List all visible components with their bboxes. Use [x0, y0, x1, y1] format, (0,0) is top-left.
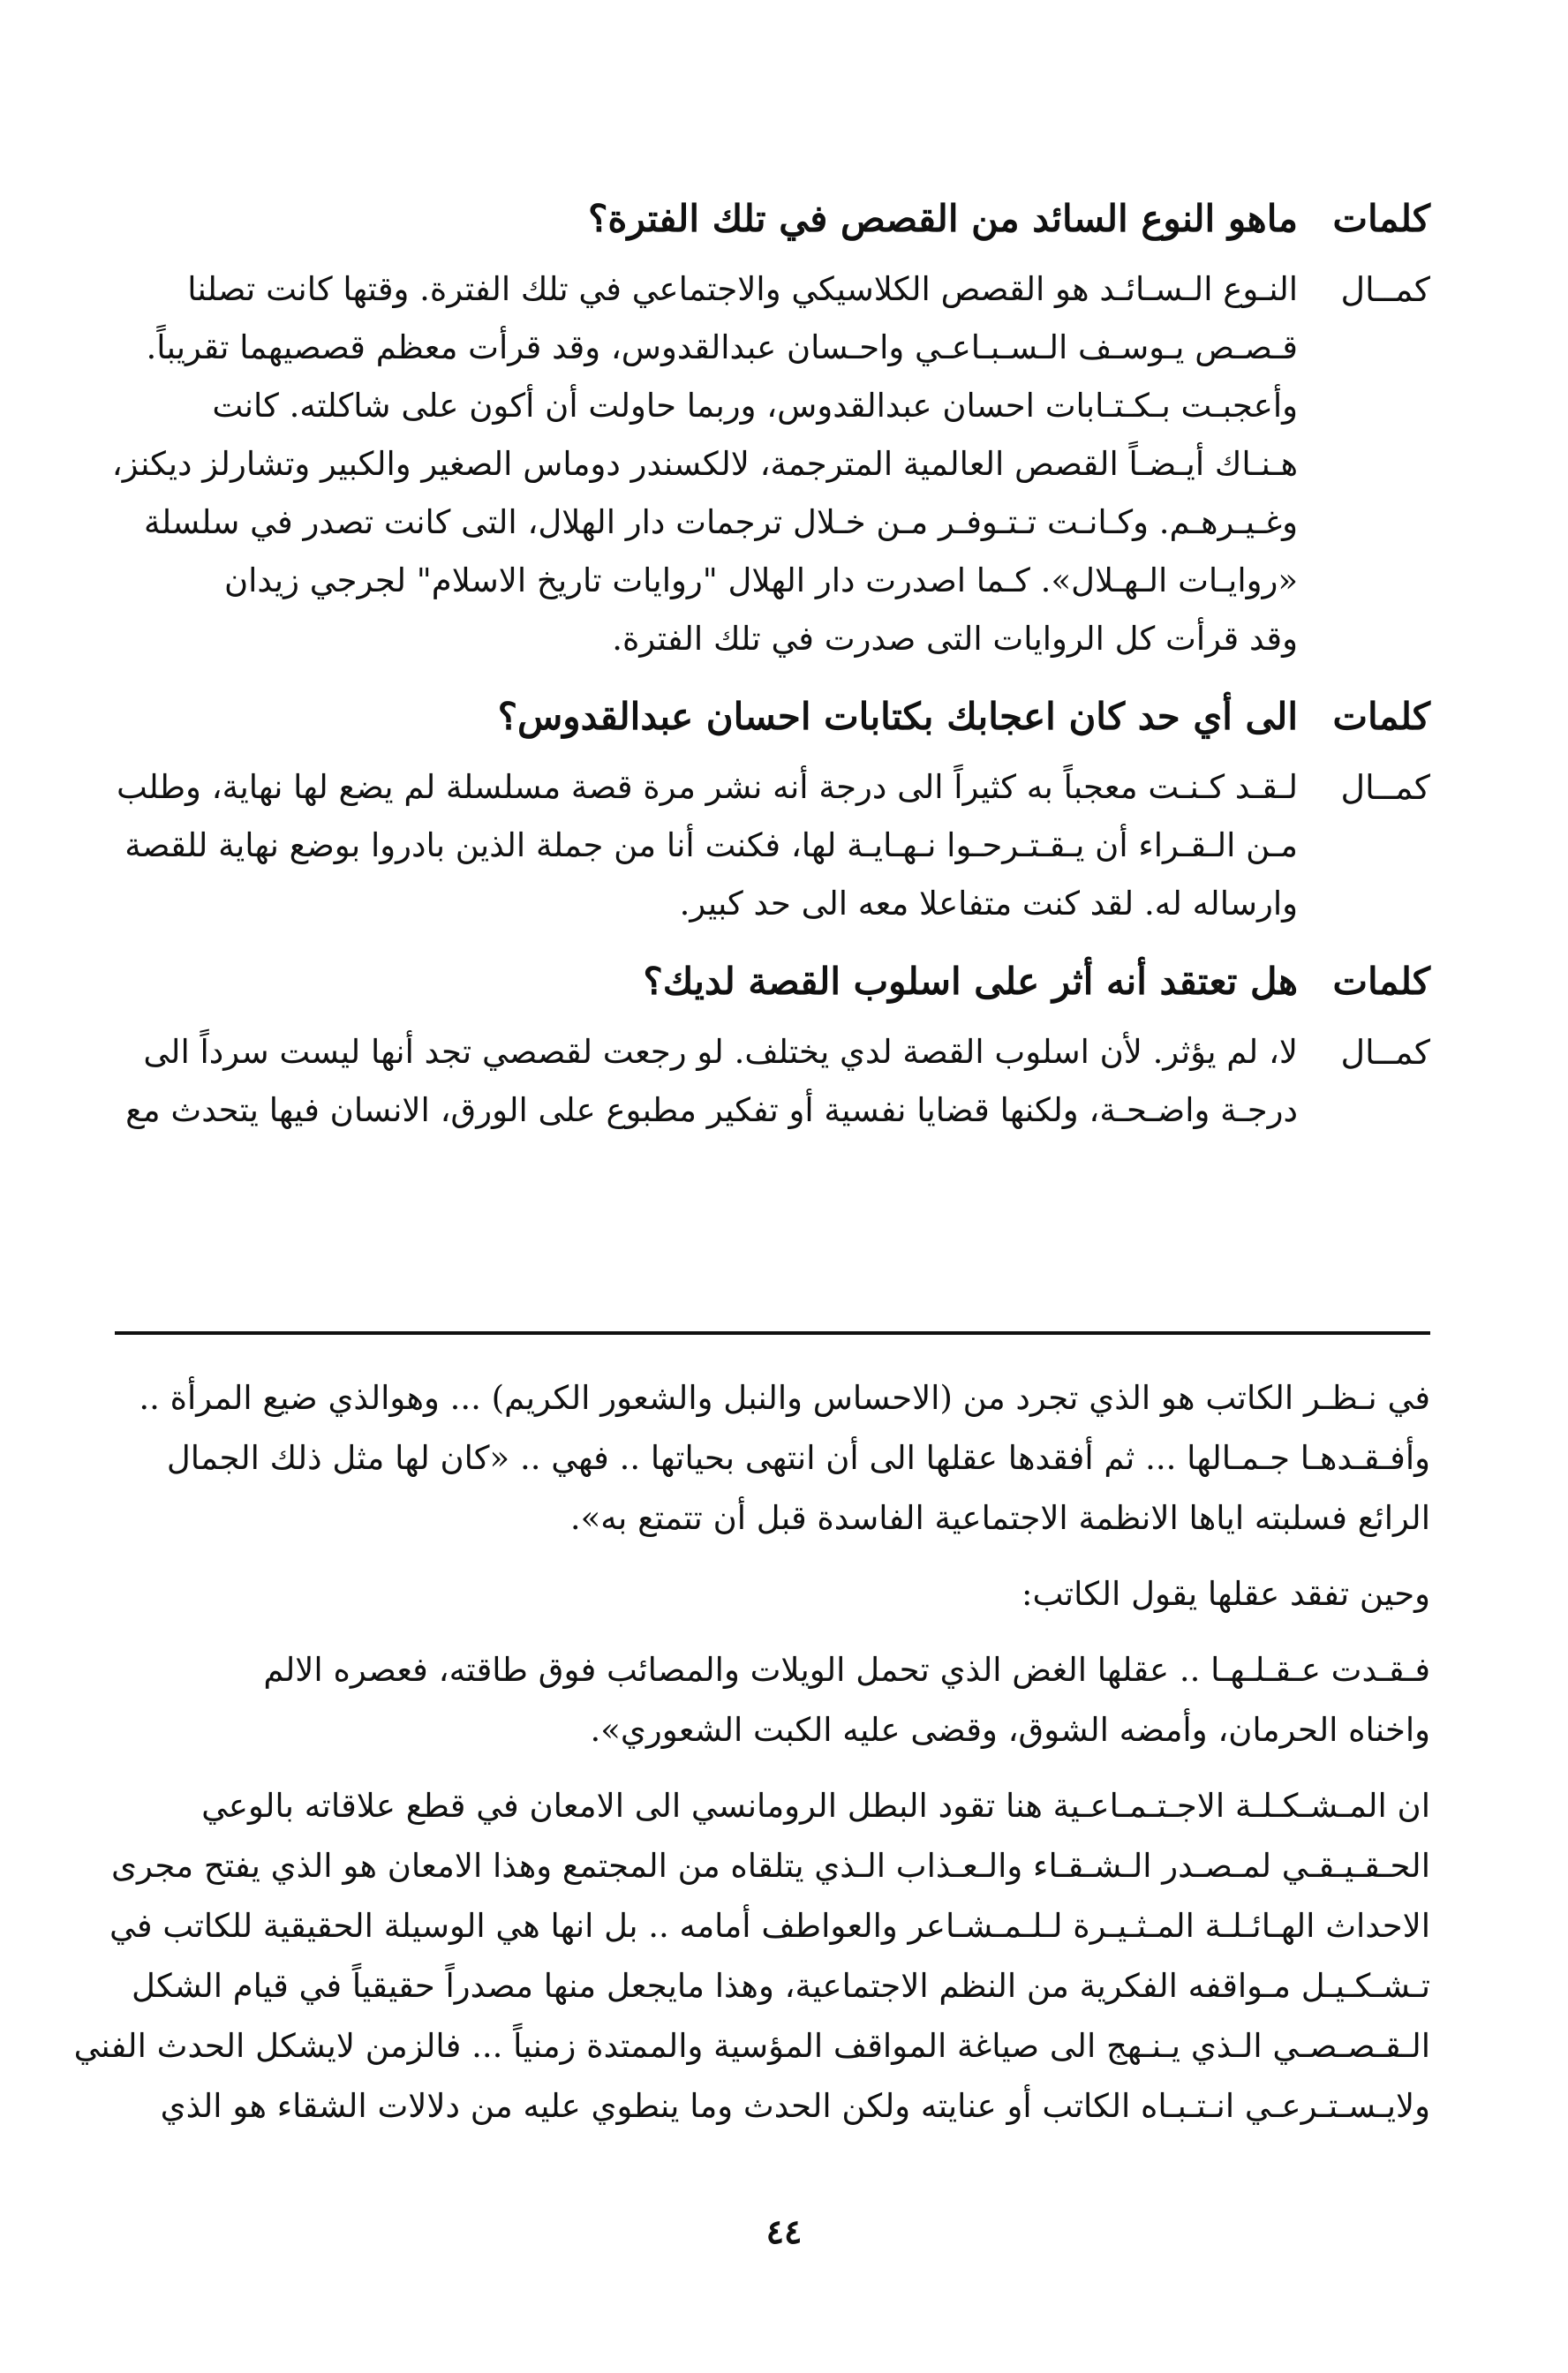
paragraph	[115, 1564, 1430, 1624]
answer-row	[111, 260, 1430, 668]
paragraph-line: ولايـسـتـرعـي انـتـبـاه الكاتب أو عنايته ولكن الحدث وما ينطوي عليه من دلالات الشقاء هو الذي	[160, 2087, 1430, 2125]
paragraph-line: وحين تفقد عقلها يقول الكاتب:	[1021, 1575, 1430, 1613]
question-speaker: كلمات	[1332, 695, 1430, 738]
interview-section	[111, 190, 1430, 1159]
question-text: هل تعتقد أنه أثر على اسلوب القصة لديك؟	[643, 960, 1298, 1003]
paragraph	[115, 1368, 1430, 1548]
answer-speaker: كمــال	[1340, 768, 1430, 807]
paragraph-line: الاحداث الهـائـلـة المـثـيـرة لـلـمـشـاعر والعواطف أمامه .. بل انها هي الوسيلة الحقيقية للكاتب في	[109, 1907, 1430, 1945]
answer-line: هـنـاك أيـضـاً القصص العالمية المترجمة، لالكسندر دوماس الصغير والكبير وتشارلز ديكنز،	[111, 445, 1298, 483]
answer-speaker: كمــال	[1340, 1033, 1430, 1072]
paragraph-line: الـقـصـصـي الـذي يـنـهج الى صياغة المواقف المؤسية والممتدة زمنياً ... فالزمن لايشكل الحدث الفني	[73, 2027, 1430, 2065]
answer-line: وقد قرأت كل الروايات التى صدرت في تلك الفترة.	[612, 620, 1298, 658]
paragraph-line: الرائع فسلبته اياها الانظمة الاجتماعية الفاسدة قبل أن تتمتع به».	[569, 1499, 1430, 1537]
paragraph-line: وأفـقـدهـا جـمـالها ... ثم أفقدها عقلها الى أن انتهى بحياتها .. فهي .. «كان لها مثل ذلك الجمال	[166, 1439, 1430, 1477]
answer-speaker: كمــال	[1340, 270, 1430, 309]
question-row	[115, 190, 1430, 248]
answer-line: مـن الـقـراء أن يـقـتـرحـوا نـهـايـة لها، فكنت أنا من جملة الذين بادروا بوضع نهاية للقصة	[124, 826, 1298, 864]
answer-text	[115, 1023, 1298, 1140]
answer-row	[115, 1023, 1430, 1140]
interview-block-3	[115, 953, 1430, 1140]
answer-line: وارساله له. لقد كنت متفاعلا معه الى حد كبير.	[679, 885, 1298, 923]
answer-line: وأعجبـت بـكـتـابات احسان عبدالقدوس، وربما حاولت أن أكون على شاكلته. كانت	[212, 387, 1298, 425]
question-speaker: كلمات	[1332, 960, 1430, 1003]
answer-row	[115, 758, 1430, 933]
question-row	[115, 953, 1430, 1011]
answer-line: «روايـات الـهـلال». كـما اصدرت دار الهلال "روايات تاريخ الاسلام" لجرجي زيدان	[223, 561, 1298, 599]
interview-block-2	[115, 688, 1430, 933]
section-divider	[115, 1331, 1430, 1335]
answer-text	[115, 758, 1298, 933]
paragraph-line: فـقـدت عـقـلـهـا .. عقلها الغض الذي تحمل الويلات والمصائب فوق طاقته، فعصره الالم	[263, 1651, 1430, 1689]
answer-line: قـصـص يـوسـف الـسـبـاعـي واحـسان عبدالقدوس، وقد قرأت معظم قصصيهما تقريباً.	[146, 328, 1298, 366]
question-row	[115, 688, 1430, 746]
answer-line: النـوع الـسـائـد هو القصص الكلاسيكي والاجتماعي في تلك الفترة. وقتها كانت تصلنا	[187, 270, 1298, 308]
answer-line: لا، لم يؤثر. لأن اسلوب القصة لدي يختلف. لو رجعت لقصصي تجد أنها ليست سرداً الى	[143, 1033, 1298, 1071]
paragraph-line: تـشـكـيـل مـواقفه الفكرية من النظم الاجتماعية، وهذا مايجعل منها مصدراً حقيقياً في قيام الشكل	[131, 1967, 1430, 2005]
page-number: ٤٤	[765, 2211, 803, 2251]
paragraph-line: الحـقـيـقـي لمـصـدر الـشـقـاء والـعـذاب الـذي يتلقاه من المجتمع وهذا الامعان هو الذي يفتح مجرى	[110, 1847, 1430, 1885]
answer-line: وغـيـرهـم. وكـانـت تـتـوفـر مـن خـلال ترجمات دار الهلال، التى كانت تصدر في سلسلة	[144, 503, 1298, 541]
paragraph-line: في نـظـر الكاتب هو الذي تجرد من (الاحساس والنبل والشعور الكريم) ... وهوالذي ضيع المرأة ..	[139, 1379, 1430, 1417]
question-text: ماهو النوع السائد من القصص في تلك الفترة؟	[588, 197, 1298, 240]
answer-text	[112, 260, 1298, 668]
paragraph	[73, 1776, 1430, 2136]
answer-line: درجـة واضـحـة، ولكنها قضايا نفسية أو تفكير مطبوع على الورق، الانسان فيها يتحدث مع	[125, 1091, 1298, 1129]
paragraph-line: واخناه الحرمان، وأمضه الشوق، وقضى عليه الكبت الشعوري».	[590, 1711, 1430, 1749]
question-speaker: كلمات	[1332, 197, 1430, 240]
continuation-text	[73, 1368, 1430, 2152]
interview-block-1	[111, 190, 1430, 668]
question-text: الى أي حد كان اعجابك بكتابات احسان عبدالقدوس؟	[497, 695, 1298, 738]
answer-line: لـقـد كـنـت معجباً به كثيراً الى درجة أنه نشر مرة قصة مسلسلة لم يضع لها نهاية، وطلب	[117, 768, 1298, 806]
paragraph	[115, 1640, 1430, 1760]
paragraph-line: ان المـشـكـلـة الاجـتـمـاعـية هنا تقود البطل الرومانسي الى الامعان في قطع علاقاته بالوعي	[201, 1787, 1430, 1825]
